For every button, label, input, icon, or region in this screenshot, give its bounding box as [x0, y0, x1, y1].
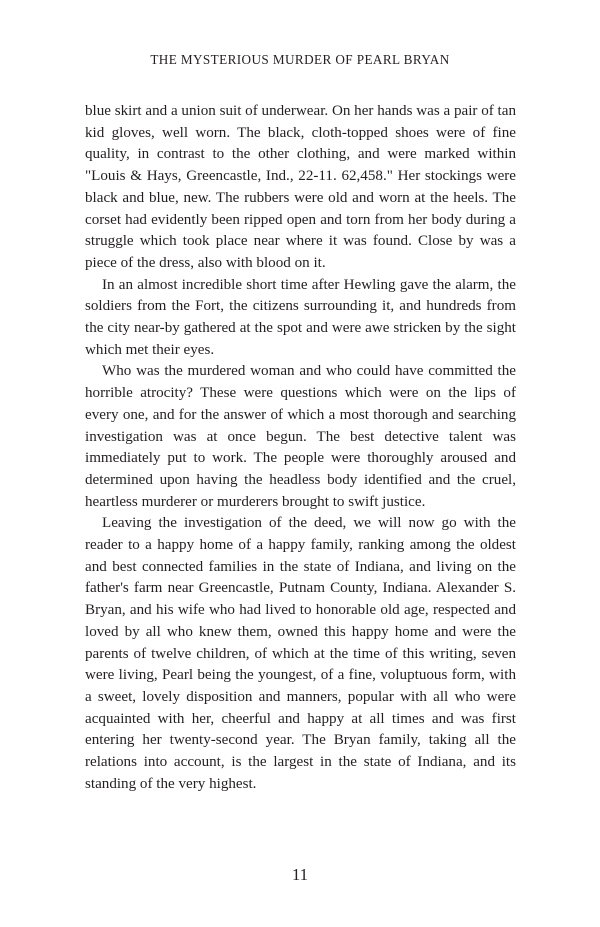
paragraph-investigation: Who was the murdered woman and who could have committed the horrible atrocity? These were questions which were on the lips of every one, and for the answer of which a most thorough and searching investigation was at once begun. The best detective talent was immediately put to work. The people were thoroughly aroused and determined upon having the headless body identified and the cruel, heartless murderer or murderers brought to swift justice. — [85, 363, 516, 510]
paragraph-alarm: In an almost incredible short time after Hewling gave the alarm, the soldiers from the Fort, the citizens surrounding it, and hundreds from the city near-by gathered at the spot and were awe stricken by the sight which met their eyes. — [85, 276, 516, 358]
paragraph-continued: blue skirt and a union suit of underwear. On her hands was a pair of tan kid gloves, well worn. The black, cloth-topped shoes were of fine quality, in contrast to the other clothing, and were marked within "Louis & Hays, Greencastle, Ind., 22-11. 62,458." Her stockings were black and blue, new. The rubbers were old and worn at the heels. The corset had evidently been ripped open and torn from her body during a struggle which took place near where it was found. Close by was a piece of the dress, also with blood on it. — [85, 103, 516, 271]
body-text — [85, 101, 516, 796]
paragraph-bryan-family: Leaving the investigation of the deed, we will now go with the reader to a happy home of a happy family, ranking among the oldest and best connected families in the state of Indiana, and living on the father's farm near Greencastle, Putnam County, Indiana. Alexander S. Bryan, and his wife who had lived to honorable old age, respected and loved by all who knew them, owned this happy home and were the parents of twelve children, of which at the time of this writing, seven were living, Pearl being the youngest, of a fine, voluptuous form, with a sweet, lovely disposition and manners, popular with all who were acquainted with her, cheerful and happy at all times and was first entering her twenty-second year. The Bryan family, taking all the relations into account, is the largest in the state of Indiana, and its standing of the very highest. — [85, 515, 516, 792]
running-head: THE MYSTERIOUS MURDER OF PEARL BRYAN — [150, 52, 450, 67]
page-number: 11 — [291, 865, 309, 884]
